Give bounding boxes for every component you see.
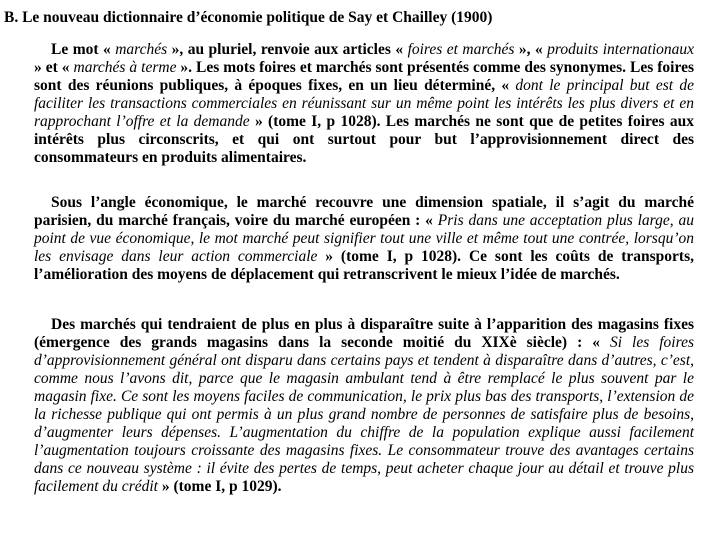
text-run: Le mot « xyxy=(51,41,116,58)
text-run: » (tome I, p 1029). xyxy=(157,478,282,495)
quoted-term: foires et marchés xyxy=(407,41,515,58)
text-run: » (tome I, p 1028). Les marchés ne sont que de petites foires aux intérêts plus circonscrits, et qui ont surtout pour but l’approvisionnement direct des consommateurs en produits alimentaires. xyxy=(34,113,694,166)
text-run: Des marchés qui tendraient de plus en plus à disparaître suite à l’apparition des magasins fixes (émergence des grands magasins dans la seconde moitié du XIXè siècle) : « xyxy=(34,316,694,351)
quotation: Si les foires d’approvisionnement général ont disparu dans certains pays et tendent à disparaître dans d’autres, c’est, comme nous l’avons dit, parce que le magasin ambulant tend à être remplacé le plus souvent par le magasin fixe. Ce sont les moyens faciles de communication, le prix plus bas des transports, l’extension de la richesse publique qui ont permis à un plus grand nombre de personnes de satisfaire plus de besoins, d’augmenter leurs dépenses. L’augmentation du chiffre de la population explique aussi facilement l’augmentation toujours croissante des magasins fixes. Le consommateur trouve des avantages certains dans ce nouveau système : il évite des pertes de temps, peut acheter chaque jour au détail et trouve plus facilement du crédit xyxy=(34,334,694,495)
section-heading: B. Le nouveau dictionnaire d’économie politique de Say et Chailley (1900) xyxy=(4,9,493,26)
quoted-term: marchés à terme xyxy=(73,59,177,76)
text-run: » (tome I, p 1028). Ce sont les coûts de transports, l’amélioration des moyens de déplacement qui retranscrivent le mieux l’idée de marchés. xyxy=(34,248,694,283)
quotation: dont le principal but est de faciliter les transactions commerciales en réunissant sur un même point les intérêts les plus divers et en rapprochant l’offre et la demande xyxy=(34,77,694,130)
quoted-term: produits internationaux xyxy=(547,41,695,58)
quoted-term: marchés xyxy=(115,41,168,58)
paragraph-3 xyxy=(34,316,694,496)
text-run: », au pluriel, renvoie aux articles « xyxy=(167,41,408,58)
quotation: Pris dans une acceptation plus large, au point de vue économique, le mot marché peut signifier tout une ville et même tout une contrée, lorsqu’on les envisage dans leur action commerciale xyxy=(34,212,694,265)
text-run: », « xyxy=(514,41,548,58)
paragraph-2 xyxy=(34,194,694,284)
text-run: Sous l’angle économique, le marché recouvre une dimension spatiale, il s’agit du marché parisien, du marché français, voire du marché européen : « xyxy=(34,194,694,229)
text-run: ». Les mots foires et marchés sont présentés comme des synonymes. Les foires sont des réunions publiques, à époques fixes, en un lieu déterminé, « xyxy=(34,59,695,94)
text-run: » et « xyxy=(34,59,74,76)
paragraph-1 xyxy=(34,41,694,167)
